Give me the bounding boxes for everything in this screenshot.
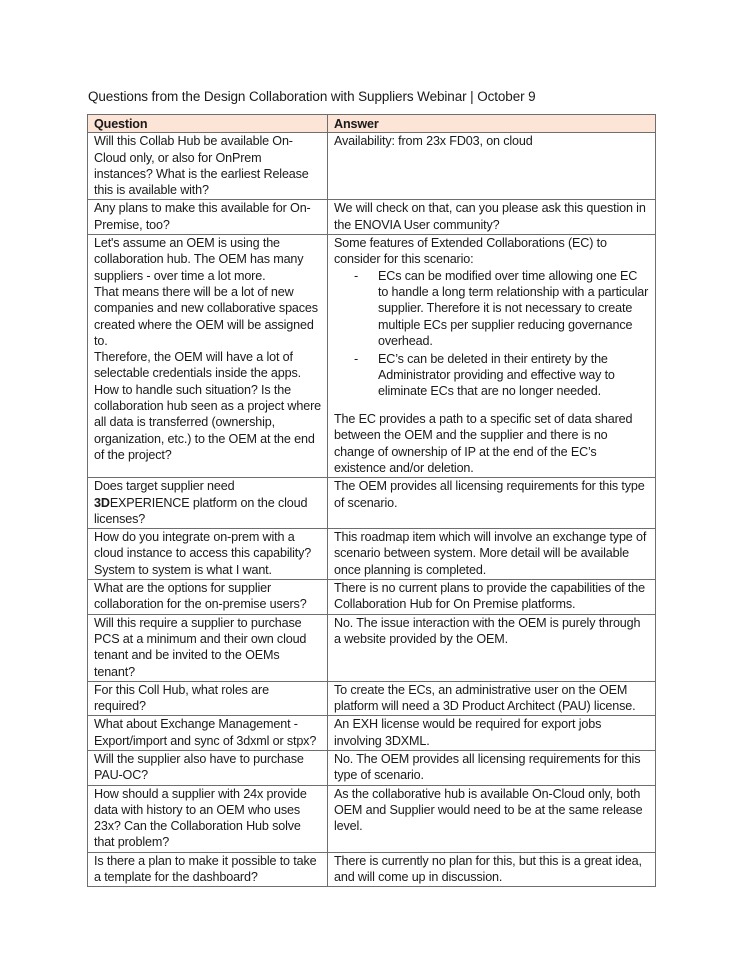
table-row bbox=[88, 200, 656, 235]
table-row bbox=[88, 681, 656, 716]
column-header-question: Question bbox=[88, 115, 328, 133]
answer-intro: Some features of Extended Collaborations (EC) to consider for this scenario: bbox=[334, 236, 607, 267]
question-text-prefix: Does target supplier need bbox=[94, 479, 235, 494]
answer-bullet-list bbox=[334, 268, 649, 400]
bullet-text: ECs can be modified over time allowing one EC to handle a long term relationship with a particular supplier. Therefore it is not necessary to create multiple ECs per supplier reducing governance overhead. bbox=[378, 268, 649, 348]
qa-table bbox=[87, 114, 656, 887]
question-cell: What about Exchange Management - Export/import and sync of 3dxml or stpx? bbox=[88, 716, 328, 751]
dash-bullet-icon: - bbox=[354, 351, 359, 366]
question-cell: How do you integrate on-prem with a cloud instance to access this capability? System to system is what I want. bbox=[88, 529, 328, 580]
question-cell: Will this Collab Hub be available On-Cloud only, or also for OnPrem instances? What is the earliest Release this is available with? bbox=[88, 133, 328, 200]
table-row bbox=[88, 716, 656, 751]
question-cell: Any plans to make this available for On-Premise, too? bbox=[88, 200, 328, 235]
page-title: Questions from the Design Collaboration with Suppliers Webinar | October 9 bbox=[88, 89, 536, 104]
question-paragraph: Let's assume an OEM is using the collaboration hub. The OEM has many suppliers - over time a lot more. bbox=[94, 236, 304, 283]
table-row bbox=[88, 785, 656, 852]
table-row bbox=[88, 580, 656, 615]
question-cell: What are the options for supplier collaboration for the on-premise users? bbox=[88, 580, 328, 615]
answer-cell: The OEM provides all licensing requirements for this type of scenario. bbox=[328, 478, 656, 529]
answer-cell: No. The OEM provides all licensing requirements for this type of scenario. bbox=[328, 750, 656, 785]
answer-cell: An EXH license would be required for export jobs involving 3DXML. bbox=[328, 716, 656, 751]
answer-cell: Availability: from 23x FD03, on cloud bbox=[328, 133, 656, 200]
brand-3d-bold: 3D bbox=[94, 495, 110, 510]
question-cell bbox=[88, 478, 328, 529]
answer-cell bbox=[328, 235, 656, 478]
answer-bullet-item bbox=[354, 268, 649, 349]
column-header-answer: Answer bbox=[328, 115, 656, 133]
question-cell: Is there a plan to make it possible to take a template for the dashboard? bbox=[88, 852, 328, 887]
question-paragraph: That means there will be a lot of new companies and new collaborative spaces created where the OEM will be assigned to. bbox=[94, 284, 318, 348]
question-cell: How should a supplier with 24x provide data with history to an OEM who uses 23x? Can the Collaboration Hub solve that problem? bbox=[88, 785, 328, 852]
table-row bbox=[88, 478, 656, 529]
answer-cell: No. The issue interaction with the OEM is purely through a website provided by the OEM. bbox=[328, 614, 656, 681]
answer-cell: There is no current plans to provide the capabilities of the Collaboration Hub for On Premise platforms. bbox=[328, 580, 656, 615]
dash-bullet-icon: - bbox=[354, 268, 359, 283]
answer-cell: To create the ECs, an administrative user on the OEM platform will need a 3D Product Architect (PAU) license. bbox=[328, 681, 656, 716]
answer-outro: The EC provides a path to a specific set of data shared between the OEM and the supplier and there is no change of ownership of IP at the end of the EC’s existence and/or deletion. bbox=[334, 412, 633, 475]
table-row bbox=[88, 133, 656, 200]
question-cell: Will the supplier also have to purchase PAU-OC? bbox=[88, 750, 328, 785]
table-row bbox=[88, 529, 656, 580]
answer-bullet-item bbox=[354, 351, 649, 400]
answer-cell: We will check on that, can you please ask this question in the ENOVIA User community? bbox=[328, 200, 656, 235]
answer-cell: As the collaborative hub is available On-Cloud only, both OEM and Supplier would need to be at the same release level. bbox=[328, 785, 656, 852]
bullet-text: EC’s can be deleted in their entirety by the Administrator providing and effective way to eliminate ECs that are no longer needed. bbox=[378, 351, 615, 399]
table-row bbox=[88, 235, 656, 478]
table-row bbox=[88, 750, 656, 785]
table-row bbox=[88, 852, 656, 887]
question-text-suffix: EXPERIENCE platform on the cloud licenses? bbox=[94, 495, 308, 526]
paragraph-spacer bbox=[334, 401, 649, 411]
question-cell: Will this require a supplier to purchase PCS at a minimum and their own cloud tenant and be invited to the OEMs tenant? bbox=[88, 614, 328, 681]
question-paragraph: Therefore, the OEM will have a lot of selectable credentials inside the apps. How to handle such situation? Is the collaboration hub seen as a project where all data is transferred (ownership, organization, etc.) to the OEM at the end of the project? bbox=[94, 350, 321, 462]
question-cell bbox=[88, 235, 328, 478]
answer-cell: This roadmap item which will involve an exchange type of scenario between system. More detail will be available once planning is completed. bbox=[328, 529, 656, 580]
answer-cell: There is currently no plan for this, but this is a great idea, and will come up in discussion. bbox=[328, 852, 656, 887]
table-header-row bbox=[88, 115, 656, 133]
question-cell: For this Coll Hub, what roles are required? bbox=[88, 681, 328, 716]
table-row bbox=[88, 614, 656, 681]
